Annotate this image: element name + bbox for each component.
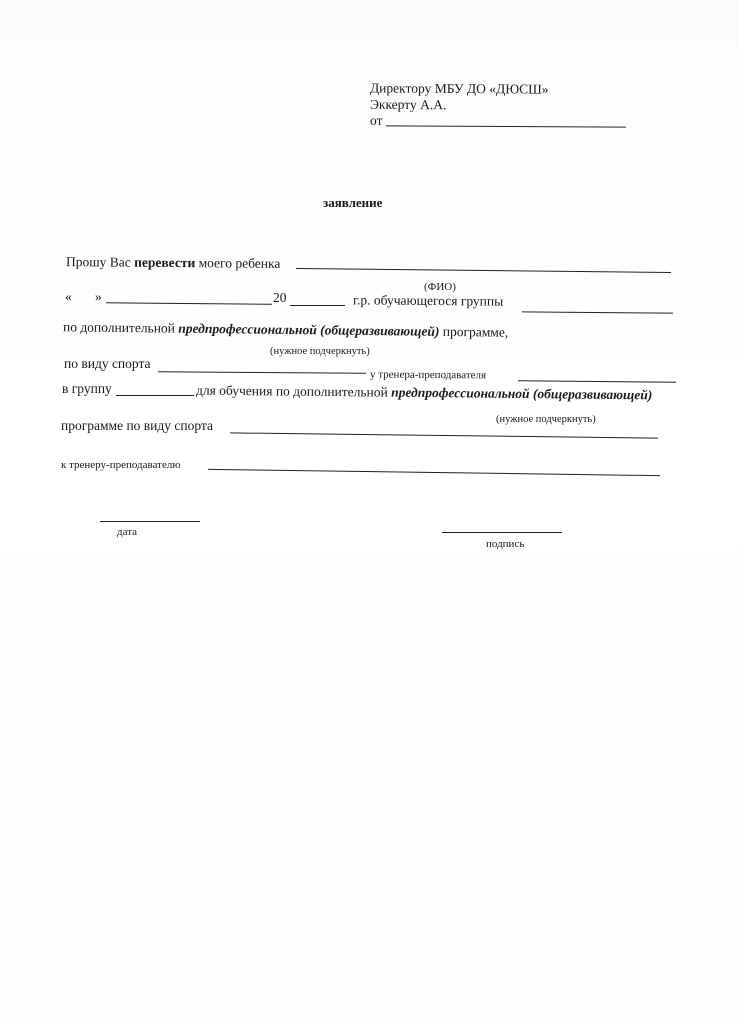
coach-label: у тренера-преподавателя (369, 368, 487, 382)
program-sport-label: программе по виду спорта (61, 418, 213, 433)
year-suffix: г.р. обучающегося группы (352, 292, 504, 309)
addressee-name: Эккерту А.А. (369, 96, 447, 113)
general-2: (общеразвивающей) (532, 386, 653, 403)
for-training: для обучения по дополнительной (195, 382, 388, 400)
request-start: Прошу Вас (65, 254, 131, 270)
quote-open: « (65, 289, 72, 304)
program-sport-line[interactable] (230, 432, 658, 438)
to-coach-label: к тренеру-преподавателю (61, 459, 181, 471)
underline-hint-2: (нужное подчеркнуть) (496, 414, 596, 425)
signature-line[interactable] (442, 532, 562, 533)
child-name-line[interactable] (296, 268, 671, 273)
preprof-2: предпрофессиональной (391, 384, 530, 402)
underline-hint-1: (нужное подчеркнуть) (270, 346, 370, 357)
from-name-line[interactable] (386, 125, 626, 127)
program-general: (общеразвивающей) (320, 322, 440, 339)
new-group-line[interactable] (116, 395, 194, 396)
year-prefix: 20 (273, 290, 287, 305)
addressee-director: Директору МБУ ДО «ДЮСШ» (369, 80, 549, 97)
program-line (63, 319, 508, 340)
training-line (196, 383, 652, 404)
birth-month-line[interactable] (106, 302, 272, 304)
signature-label: подпись (486, 538, 525, 550)
quote-close: » (95, 289, 102, 304)
program-end: программе, (442, 323, 509, 340)
date-line[interactable] (100, 521, 200, 522)
new-coach-line[interactable] (208, 469, 660, 476)
request-end: моего ребенка (198, 255, 281, 271)
sport-line[interactable] (158, 371, 366, 373)
request-bold: перевести (134, 254, 196, 271)
document-title: заявление (323, 195, 383, 210)
from-label: от (370, 113, 383, 128)
coach-line[interactable] (518, 380, 676, 382)
group-line[interactable] (522, 311, 673, 313)
request-line (66, 254, 281, 272)
program-preprof: предпрофессиональной (178, 320, 317, 338)
birth-year-line[interactable] (290, 305, 345, 306)
sport-label: по виду спорта (64, 356, 151, 371)
fio-hint: (ФИО) (424, 281, 456, 293)
to-group-label: в группу (62, 381, 112, 396)
date-label: дата (117, 526, 138, 538)
program-start: по дополнительной (62, 319, 176, 336)
